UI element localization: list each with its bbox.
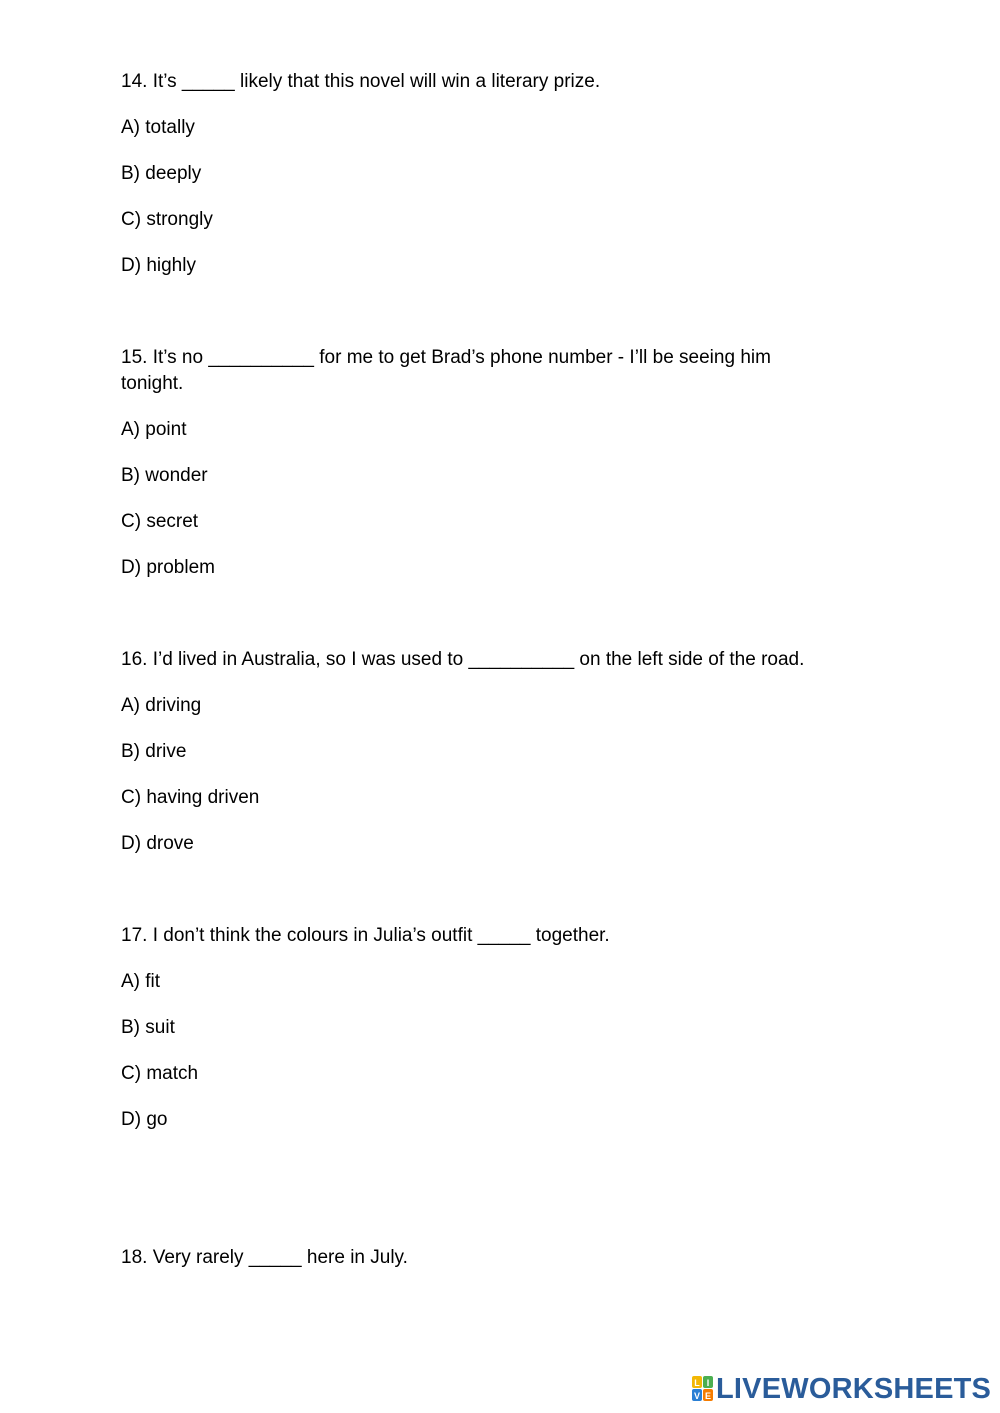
question-17-stem: 17. I don’t think the colours in Julia’s outfit _____ together. xyxy=(121,925,610,946)
question-16-option-b: B) drive xyxy=(121,741,187,762)
question-14-option-a: A) totally xyxy=(121,117,195,138)
question-15-stem-line-1: 15. It’s no __________ for me to get Brad’s phone number - I’ll be seeing him xyxy=(121,347,771,368)
question-15-option-c: C) secret xyxy=(121,511,199,532)
question-16-option-d: D) drove xyxy=(121,833,194,854)
liveworksheets-logo-text: LIVEWORKSHEETS xyxy=(716,1373,992,1405)
question-15-option-b: B) wonder xyxy=(121,465,208,486)
question-14-option-b: B) deeply xyxy=(121,163,202,184)
question-15-option-a: A) point xyxy=(121,419,187,440)
liveworksheets-logo-icon xyxy=(692,1376,714,1402)
question-17-option-a: A) fit xyxy=(121,971,161,992)
svg-text:E: E xyxy=(704,1391,712,1401)
question-17-option-b: B) suit xyxy=(121,1017,175,1038)
question-18-stem: 18. Very rarely _____ here in July. xyxy=(121,1247,408,1268)
question-14-stem: 14. It’s _____ likely that this novel will win a literary prize. xyxy=(121,71,601,92)
question-16-option-a: A) driving xyxy=(121,695,202,716)
question-14-option-c: C) strongly xyxy=(121,209,213,230)
svg-text:I: I xyxy=(706,1378,710,1388)
question-14-option-d: D) highly xyxy=(121,255,196,276)
question-16-option-c: C) having driven xyxy=(121,787,260,808)
question-17-option-d: D) go xyxy=(121,1109,168,1130)
svg-text:L: L xyxy=(694,1378,700,1388)
svg-text:V: V xyxy=(693,1391,701,1401)
question-15-option-d: D) problem xyxy=(121,557,215,578)
question-16-stem: 16. I’d lived in Australia, so I was used to __________ on the left side of the road. xyxy=(121,649,805,670)
liveworksheets-logo xyxy=(692,1373,991,1405)
question-15-stem-line-2: tonight. xyxy=(121,373,184,394)
question-17-option-c: C) match xyxy=(121,1063,199,1084)
